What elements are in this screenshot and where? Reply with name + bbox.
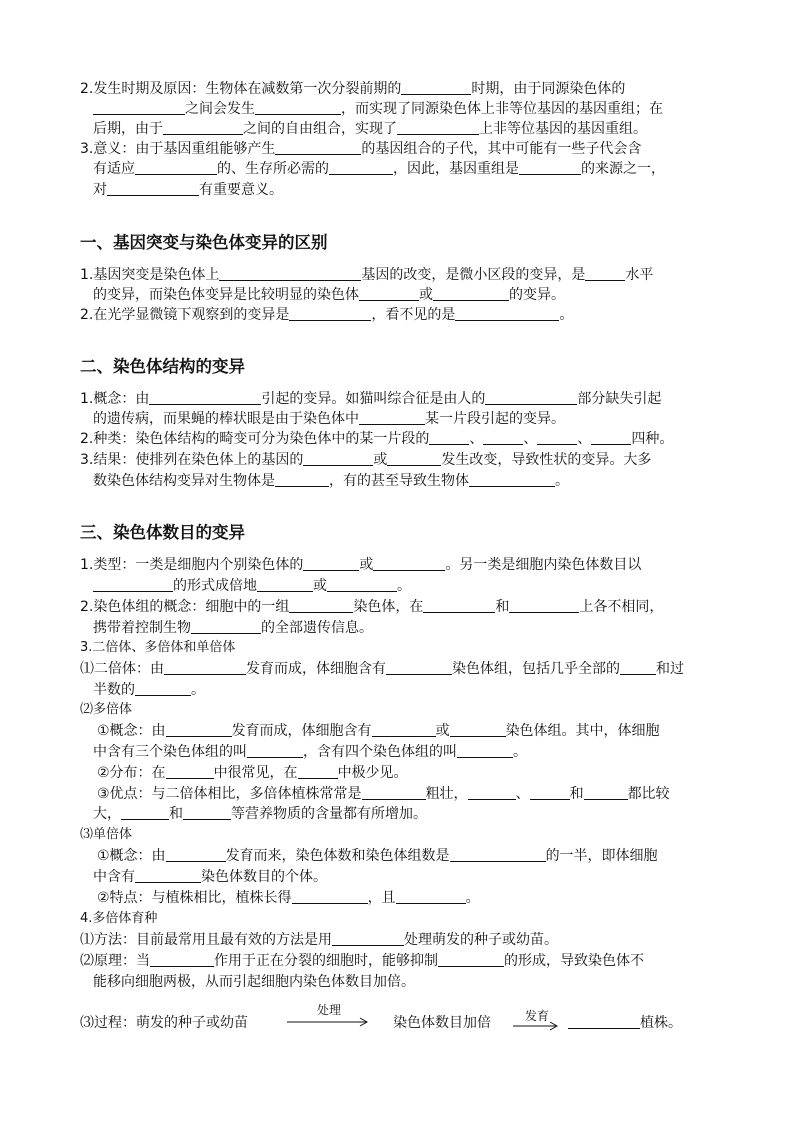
section-heading: 二、染色体结构的变异 [80, 357, 245, 376]
fill-blank[interactable] [166, 763, 214, 779]
text-line: ①概念：由 发育而来，染色体数和染色体组数是 的一半，即体细胞 [97, 848, 658, 864]
text-line: 对 有重要意义。 [93, 182, 283, 198]
text-line: 2.发生时期及原因：生物体在减数第一次分裂前期的 时期，由于同源染色体的 [80, 81, 626, 97]
fill-blank[interactable] [135, 867, 201, 883]
text-line: 有适应 的、生存所必需的 ，因此，基因重组是 的来源之一， [93, 161, 665, 177]
text-line: 中含有三个染色体组的叫 ，含有四个染色体组的叫 。 [93, 744, 527, 760]
fill-blank[interactable] [303, 450, 373, 466]
fill-blank[interactable] [135, 680, 191, 696]
fill-blank[interactable] [289, 305, 371, 321]
section-heading: 三、染色体数目的变异 [80, 523, 245, 542]
fill-blank[interactable] [93, 576, 173, 592]
text-line: 4.多倍体育种 [80, 911, 158, 926]
fill-blank[interactable] [509, 597, 579, 613]
text-line: ⑶单倍体 [80, 827, 133, 842]
fill-blank[interactable] [386, 659, 452, 675]
fill-blank[interactable] [585, 265, 625, 281]
fill-blank[interactable] [135, 159, 217, 175]
fill-blank[interactable] [292, 888, 368, 904]
fill-blank[interactable] [457, 742, 513, 758]
text-line: ③优点：与二倍体相比，多倍体植株常常是 粗壮， 、 和 都比较 [97, 786, 670, 802]
text-line: 的变异，而染色体变异是比较明显的染色体 或 的变异。 [93, 287, 565, 303]
text-line: 1.类型：一类是细胞内个别染色体的 或 。另一类是细胞内染色体数目以 [80, 557, 642, 573]
process-start-text: ⑶过程：萌发的种子或幼苗 [80, 1015, 248, 1031]
text-line: 1.概念：由 引起的变异。如猫叫综合征是由人的 部分缺失引起 [80, 391, 662, 407]
text-line: 半数的 。 [93, 682, 205, 698]
fill-blank[interactable] [387, 450, 441, 466]
fill-blank[interactable] [568, 1013, 640, 1029]
text-line: 的形式成倍地 或 。 [93, 576, 411, 596]
text-line: 3.二倍体、多倍体和单倍体 [80, 640, 236, 655]
text-line: ②分布：在 中很常见，在 中极少见。 [97, 765, 408, 781]
text-line: ①概念：由 发育而成，体细胞含有 或 染色体组。其中，体细胞 [97, 723, 660, 739]
fill-blank[interactable] [275, 471, 329, 487]
text-line: 数染色体结构变异对生物体是 ，有的甚至导致生物体 。 [93, 473, 569, 489]
fill-blank[interactable] [327, 576, 397, 592]
fill-blank[interactable] [257, 576, 313, 592]
fill-blank[interactable] [219, 265, 361, 281]
fill-blank[interactable] [166, 721, 232, 737]
fill-blank[interactable] [438, 951, 504, 967]
fill-blank[interactable] [397, 119, 479, 135]
fill-blank[interactable] [423, 597, 495, 613]
text-line: 大， 和 等营养物质的含量都有所增加。 [93, 806, 427, 822]
text-line: 3.意义：由于基因重组能够产生 的基因组合的子代，其中可能有一些子代会含 [80, 141, 642, 157]
fill-blank[interactable] [359, 285, 419, 301]
fill-blank[interactable] [362, 784, 426, 800]
text-line: 的遗传病，而果蝇的棒状眼是由于染色体中 某一片段引起的变异。 [93, 411, 565, 427]
fill-blank[interactable] [485, 389, 577, 405]
fill-blank[interactable] [107, 180, 199, 196]
fill-blank[interactable] [163, 119, 243, 135]
text-line: ②特点：与植株相比，植株长得 ，且 。 [97, 890, 480, 906]
fill-blank[interactable] [275, 139, 361, 155]
text-line: 后期，由于 之间的自由组合，实现了 上非等位基因的基因重组。 [93, 121, 647, 137]
fill-blank[interactable] [373, 555, 445, 571]
fill-blank[interactable] [255, 99, 341, 115]
fill-blank[interactable] [468, 784, 516, 800]
text-line: 2.种类：染色体结构的畸变可分为染色体中的某一片段的 、 、 、 四种。 [80, 431, 674, 447]
text-line: 之间会发生 ，而实现了同源染色体上非等位基因的基因重组；在 [93, 99, 663, 119]
fill-blank[interactable] [332, 930, 404, 946]
fill-blank[interactable] [329, 159, 393, 175]
fill-blank[interactable] [591, 429, 631, 445]
fill-blank[interactable] [537, 429, 577, 445]
fill-blank[interactable] [164, 659, 246, 675]
fill-blank[interactable] [483, 429, 523, 445]
fill-blank[interactable] [433, 285, 509, 301]
arrow-right-icon [512, 1008, 562, 1032]
process-arrow-grow [512, 1008, 562, 1032]
text-line: ⑴二倍体：由 发育而成，体细胞含有 染色体组，包括几乎全部的 和过 [80, 661, 684, 677]
fill-blank[interactable] [584, 784, 628, 800]
text-line: 1.基因突变是染色体上 基因的改变，是微小区段的变异，是 水平 [80, 267, 654, 283]
process-end: 植株。 [568, 1013, 682, 1033]
fill-blank[interactable] [372, 721, 436, 737]
fill-blank[interactable] [183, 804, 231, 820]
text-line: 2.在光学显微镜下观察到的变异是 ，看不见的是 。 [80, 307, 574, 323]
fill-blank[interactable] [450, 721, 506, 737]
text-line: 能移向细胞两极，从而引起细胞内染色体数目加倍。 [93, 974, 415, 990]
arrow-right-icon [286, 1005, 372, 1029]
fill-blank[interactable] [455, 305, 559, 321]
fill-blank[interactable] [359, 409, 425, 425]
fill-blank[interactable] [401, 79, 471, 95]
fill-blank[interactable] [150, 951, 214, 967]
fill-blank[interactable] [298, 763, 338, 779]
fill-blank[interactable] [469, 471, 555, 487]
text-line: ⑴方法：目前最常用且最有效的方法是用 处理萌发的种子或幼苗。 [80, 932, 558, 948]
fill-blank[interactable] [530, 784, 570, 800]
fill-blank[interactable] [450, 846, 546, 862]
fill-blank[interactable] [247, 742, 303, 758]
fill-blank[interactable] [121, 804, 169, 820]
arrow-label-treat: 处理 [316, 1003, 341, 1017]
fill-blank[interactable] [303, 555, 359, 571]
text-line: 携带着控制生物 的全部遗传信息。 [93, 620, 373, 636]
fill-blank[interactable] [396, 888, 466, 904]
text-line: 3.结果：使排列在染色体上的基因的 或 发生改变，导致性状的变异。大多 [80, 452, 652, 468]
text-line: 2.染色体组的概念：细胞中的一组 染色体，在 和 上各不相同， [80, 599, 664, 615]
text-line: ⑵多倍体 [80, 702, 133, 717]
fill-blank[interactable] [166, 846, 226, 862]
fill-blank[interactable] [149, 389, 261, 405]
arrow-label-grow: 发育 [524, 1009, 549, 1023]
text-line: ⑵原理：当 作用于正在分裂的细胞时，能够抑制 的形成，导致染色体不 [80, 953, 644, 969]
process-middle-text: 染色体数目加倍 [393, 1015, 491, 1031]
text-line: 中含有 染色体数目的个体。 [93, 869, 327, 885]
fill-blank[interactable] [519, 159, 581, 175]
fill-blank[interactable] [289, 597, 353, 613]
section-heading: 一、基因突变与染色体变异的区别 [80, 233, 328, 252]
process-arrow-treat [286, 1005, 372, 1029]
fill-blank[interactable] [429, 429, 469, 445]
fill-blank[interactable] [191, 618, 261, 634]
fill-blank[interactable] [620, 659, 656, 675]
fill-blank[interactable] [93, 99, 185, 115]
